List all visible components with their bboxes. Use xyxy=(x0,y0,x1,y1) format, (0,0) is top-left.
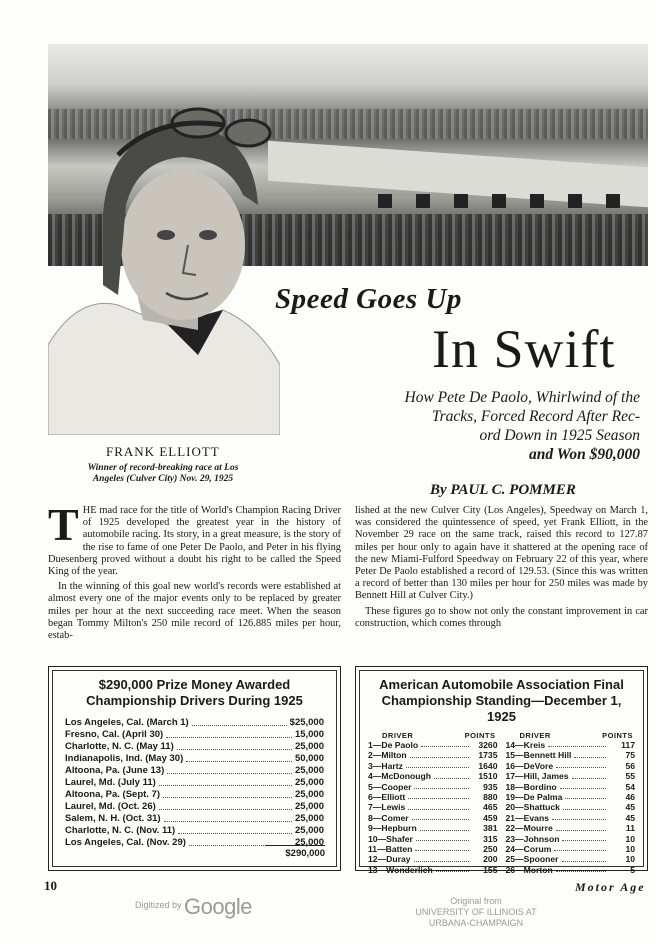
prize-place: Charlotte, N. C. (Nov. 11) xyxy=(65,825,176,836)
prize-total: $290,000 xyxy=(265,845,325,859)
driver-points: 56 xyxy=(625,760,635,771)
subtitle-line4: and Won $90,000 xyxy=(529,446,640,463)
driver-name: 12—Duray xyxy=(368,854,411,865)
dot-leader xyxy=(565,792,606,799)
standings-header xyxy=(368,731,498,740)
dot-leader xyxy=(434,771,468,778)
standing-row xyxy=(368,750,498,760)
standing-row xyxy=(506,834,636,844)
dot-leader xyxy=(159,777,292,786)
driver-points: 315 xyxy=(483,833,498,844)
driver-name: 13—Wonderlich xyxy=(368,864,433,875)
dot-leader xyxy=(178,825,292,834)
prize-place: Fresno, Cal. (April 30) xyxy=(65,729,164,740)
driver-points: 1510 xyxy=(478,771,498,782)
driver-points: 935 xyxy=(483,781,498,792)
dot-leader xyxy=(410,750,469,757)
standing-row xyxy=(506,761,636,771)
prize-money-table-frame xyxy=(52,670,337,867)
article-byline: By PAUL C. POMMER xyxy=(430,482,576,498)
driver-name: 24—Corum xyxy=(505,844,552,855)
standing-row xyxy=(506,865,636,875)
prize-place: Los Angeles, Cal. (Nov. 29) xyxy=(65,837,186,848)
driver-points: 459 xyxy=(483,812,498,823)
standings-right-half xyxy=(506,731,636,875)
subtitle-line3: ord Down in 1925 Season xyxy=(479,427,640,444)
dot-leader xyxy=(167,765,292,774)
dot-leader xyxy=(421,740,468,747)
driver-points: 250 xyxy=(483,844,498,855)
standing-row xyxy=(506,740,636,750)
article-paragraph: lished at the new Culver City (Los Angeles), Speedway on March 1, was considered the quintessence of speed, yet Frank Elliott, in the November 29 race on the same track, raised this record to 127.87 miles per hour only to again have it shattered at the opening race of the new Miami-Fulford Speedway on February 22 of this year, where Peter De Paolo established a record of 129.53. (Since this was written a record of better than 130 miles per hour for 250 miles was made by Bennett Hill at Culver City.) xyxy=(355,505,648,602)
prize-money-table xyxy=(48,666,341,871)
driver-points: 11 xyxy=(625,823,635,834)
standing-row xyxy=(368,761,498,771)
standing-row xyxy=(368,865,498,875)
driver-name: 16—DeVore xyxy=(505,760,554,771)
standing-row xyxy=(506,813,636,823)
dot-leader xyxy=(563,802,606,809)
driver-name: 25—Spooner xyxy=(505,854,559,865)
driver-name: 26—Morton xyxy=(505,864,553,875)
article-column-right xyxy=(355,505,648,633)
prize-amount: 25,000 xyxy=(294,777,324,788)
dot-leader xyxy=(177,741,292,750)
driver-portrait-photo xyxy=(48,95,280,435)
article-paragraph: These figures go to show not only the constant improvement in car construction, which comes through xyxy=(355,605,648,629)
driver-name: 6—Elliott xyxy=(368,792,406,803)
driver-name: 4—McDonough xyxy=(368,771,432,782)
drop-cap: T xyxy=(48,499,79,550)
standings-header xyxy=(506,731,636,740)
dot-leader xyxy=(416,834,469,841)
dot-leader xyxy=(572,771,606,778)
standing-row xyxy=(506,771,636,781)
driver-name: 22—Mourre xyxy=(505,823,553,834)
standing-row xyxy=(506,854,636,864)
prize-row xyxy=(65,753,324,765)
article-column-left xyxy=(48,499,341,645)
google-logo: Google xyxy=(184,894,252,919)
driver-points: 155 xyxy=(483,864,498,875)
prize-amount: $25,000 xyxy=(289,717,324,728)
paragraph-text: HE mad race for the title of World's Champion Racing Driver of 1925 developed the greatest year in the history of automobile racing. Its story, in a great measure, is the story of the rise to fame of one Peter De Paolo, and Peter in his flying Duesenberg proved without a doubt his right to be called the Speed King of the year. xyxy=(48,505,341,578)
standing-row xyxy=(368,844,498,854)
standing-row xyxy=(368,854,498,864)
dot-leader xyxy=(556,865,606,872)
driver-points: 10 xyxy=(625,844,635,855)
prize-row xyxy=(65,777,324,789)
dot-leader xyxy=(408,792,468,799)
driver-points: 45 xyxy=(625,812,635,823)
article-paragraph: In the winning of this goal new world's records were established at almost every one of the major events only to be replaced by greater miles per hour at the next succeeding race meet. When the season began Tommy Milton's 250 mile record of 126.885 miles per hour, estab- xyxy=(48,581,341,642)
prize-money-list xyxy=(53,717,336,849)
standing-row xyxy=(506,750,636,760)
driver-name: 19—De Palma xyxy=(505,792,563,803)
prize-place: Altoona, Pa. (Sept. 7) xyxy=(65,789,161,800)
standing-row xyxy=(368,740,498,750)
original-source xyxy=(386,896,566,929)
driver-name: 20—Shattuck xyxy=(505,802,560,813)
original-line3: URBANA-CHAMPAIGN xyxy=(428,918,524,928)
driver-points: 200 xyxy=(483,854,498,865)
driver-name: 10—Shafer xyxy=(368,833,413,844)
dot-leader xyxy=(164,813,292,822)
dot-leader xyxy=(552,813,606,820)
prize-place: Altoona, Pa. (June 13) xyxy=(65,765,165,776)
prize-amount: 25,000 xyxy=(294,837,324,848)
standing-row xyxy=(506,802,636,812)
dot-leader xyxy=(562,854,606,861)
driver-name: 1—De Paolo xyxy=(368,740,419,750)
driver-name: 2—Milton xyxy=(368,750,407,761)
dot-leader xyxy=(560,782,606,789)
driver-points: 465 xyxy=(483,802,498,813)
standing-row xyxy=(368,802,498,812)
driver-points: 1640 xyxy=(478,760,498,771)
dot-leader xyxy=(412,813,469,820)
subtitle-line1: How Pete De Paolo, Whirlwind of the xyxy=(404,389,640,406)
standing-row xyxy=(368,823,498,833)
dot-leader xyxy=(554,844,606,851)
prize-place: Los Angeles, Cal. (March 1) xyxy=(65,717,189,728)
dot-leader xyxy=(436,865,469,872)
prize-row xyxy=(65,717,324,729)
header-points: POINTS xyxy=(602,731,633,740)
prize-place: Charlotte, N. C. (May 11) xyxy=(65,741,174,752)
standing-row xyxy=(368,782,498,792)
prize-row xyxy=(65,789,324,801)
header-driver: DRIVER xyxy=(382,731,414,740)
subtitle-line2: Tracks, Forced Record After Rec- xyxy=(431,408,640,425)
driver-name: 15—Bennett Hill xyxy=(505,750,572,761)
driver-points: 46 xyxy=(625,792,635,803)
header-driver: DRIVER xyxy=(519,731,551,740)
standing-row xyxy=(506,823,636,833)
magazine-name: Motor Age xyxy=(575,880,646,894)
driver-name: 7—Lewis xyxy=(368,802,406,813)
article-paragraph xyxy=(48,499,341,578)
prize-row xyxy=(65,825,324,837)
driver-points: 10 xyxy=(625,833,635,844)
driver-points: 45 xyxy=(625,802,635,813)
prize-row xyxy=(65,729,324,741)
dot-leader xyxy=(159,801,292,810)
prize-row xyxy=(65,801,324,813)
photo-caption-name: FRANK ELLIOTT xyxy=(106,444,220,459)
driver-points: 75 xyxy=(625,750,635,761)
standing-row xyxy=(368,813,498,823)
driver-points: 54 xyxy=(625,781,635,792)
prize-place: Indianapolis, Ind. (May 30) xyxy=(65,753,184,764)
article-title-line1: Speed Goes Up xyxy=(275,283,462,315)
dot-leader xyxy=(192,717,287,726)
prize-amount: 25,000 xyxy=(294,813,324,824)
standings-table-frame xyxy=(359,670,644,875)
prize-amount: 15,000 xyxy=(294,729,324,740)
original-line2: UNIVERSITY OF ILLINOIS AT xyxy=(415,907,537,917)
original-line1: Original from xyxy=(450,896,502,906)
dot-leader xyxy=(414,854,469,861)
dot-leader xyxy=(163,789,292,798)
dot-leader xyxy=(408,802,468,809)
driver-points: 3260 xyxy=(478,740,498,750)
standings-title: American Automobile Association Final Championship Standing—December 1, 1925 xyxy=(379,677,624,724)
dot-leader xyxy=(415,844,468,851)
prize-row xyxy=(65,813,324,825)
prize-place: Laurel, Md. (Oct. 26) xyxy=(65,801,156,812)
standings-list-right xyxy=(506,740,636,875)
dot-leader xyxy=(556,761,606,768)
championship-standings-table xyxy=(355,666,648,875)
dot-leader xyxy=(548,740,606,747)
dot-leader xyxy=(574,750,606,757)
driver-name: 9—Hepburn xyxy=(368,823,417,834)
driver-points: 55 xyxy=(625,771,635,782)
driver-name: 3—Hartz xyxy=(368,760,403,771)
dot-leader xyxy=(406,761,469,768)
prize-place: Laurel, Md. (July 11) xyxy=(65,777,156,788)
driver-points: 1735 xyxy=(478,750,498,761)
standing-row xyxy=(368,792,498,802)
prize-amount: 25,000 xyxy=(294,765,324,776)
prize-amount: 25,000 xyxy=(294,741,324,752)
standings-left-half xyxy=(368,731,498,875)
driver-points: 880 xyxy=(483,792,498,803)
dot-leader xyxy=(414,782,468,789)
standing-row xyxy=(506,782,636,792)
driver-name: 17—Hill, James xyxy=(505,771,569,782)
standings-columns xyxy=(360,731,643,875)
dot-leader xyxy=(556,823,606,830)
standing-row xyxy=(506,792,636,802)
driver-points: 10 xyxy=(625,854,635,865)
driver-points: 381 xyxy=(483,823,498,834)
prize-row xyxy=(65,741,324,753)
digitized-by-label: Digitized by xyxy=(135,900,182,910)
standing-row xyxy=(506,844,636,854)
prize-money-title: $290,000 Prize Money Awarded Championship Drivers During 1925 xyxy=(86,677,303,708)
race-cars xyxy=(378,194,638,208)
prize-amount: 25,000 xyxy=(294,825,324,836)
driver-name: 8—Comer xyxy=(368,812,409,823)
page-number: 10 xyxy=(44,878,57,893)
article-subtitle xyxy=(360,388,640,464)
dot-leader xyxy=(186,753,292,762)
standing-row xyxy=(368,834,498,844)
prize-place: Salem, N. H. (Oct. 31) xyxy=(65,813,161,824)
standing-row xyxy=(368,771,498,781)
driver-name: 11—Batten xyxy=(368,844,413,855)
driver-name: 5—Cooper xyxy=(368,781,412,792)
header-points: POINTS xyxy=(464,731,496,740)
prize-amount: 25,000 xyxy=(294,789,324,800)
driver-name: 23—Johnson xyxy=(505,833,560,844)
driver-name: 18—Bordino xyxy=(505,781,557,792)
prize-amount: 50,000 xyxy=(294,753,324,764)
dot-leader xyxy=(420,823,469,830)
driver-name: 21—Evans xyxy=(505,812,549,823)
article-title-line2: In Swift xyxy=(432,319,616,379)
standings-list-left xyxy=(368,740,498,875)
photo-caption-text: Winner of record-breaking race at Los Angeles (Culver City) Nov. 29, 1925 xyxy=(87,463,239,484)
dot-leader xyxy=(166,729,292,738)
prize-amount: 25,000 xyxy=(294,801,324,812)
dot-leader xyxy=(562,834,606,841)
driver-name: 14—Kreis xyxy=(505,740,546,750)
driver-points: 5 xyxy=(630,864,635,875)
driver-points: 117 xyxy=(621,740,635,750)
prize-row xyxy=(65,765,324,777)
